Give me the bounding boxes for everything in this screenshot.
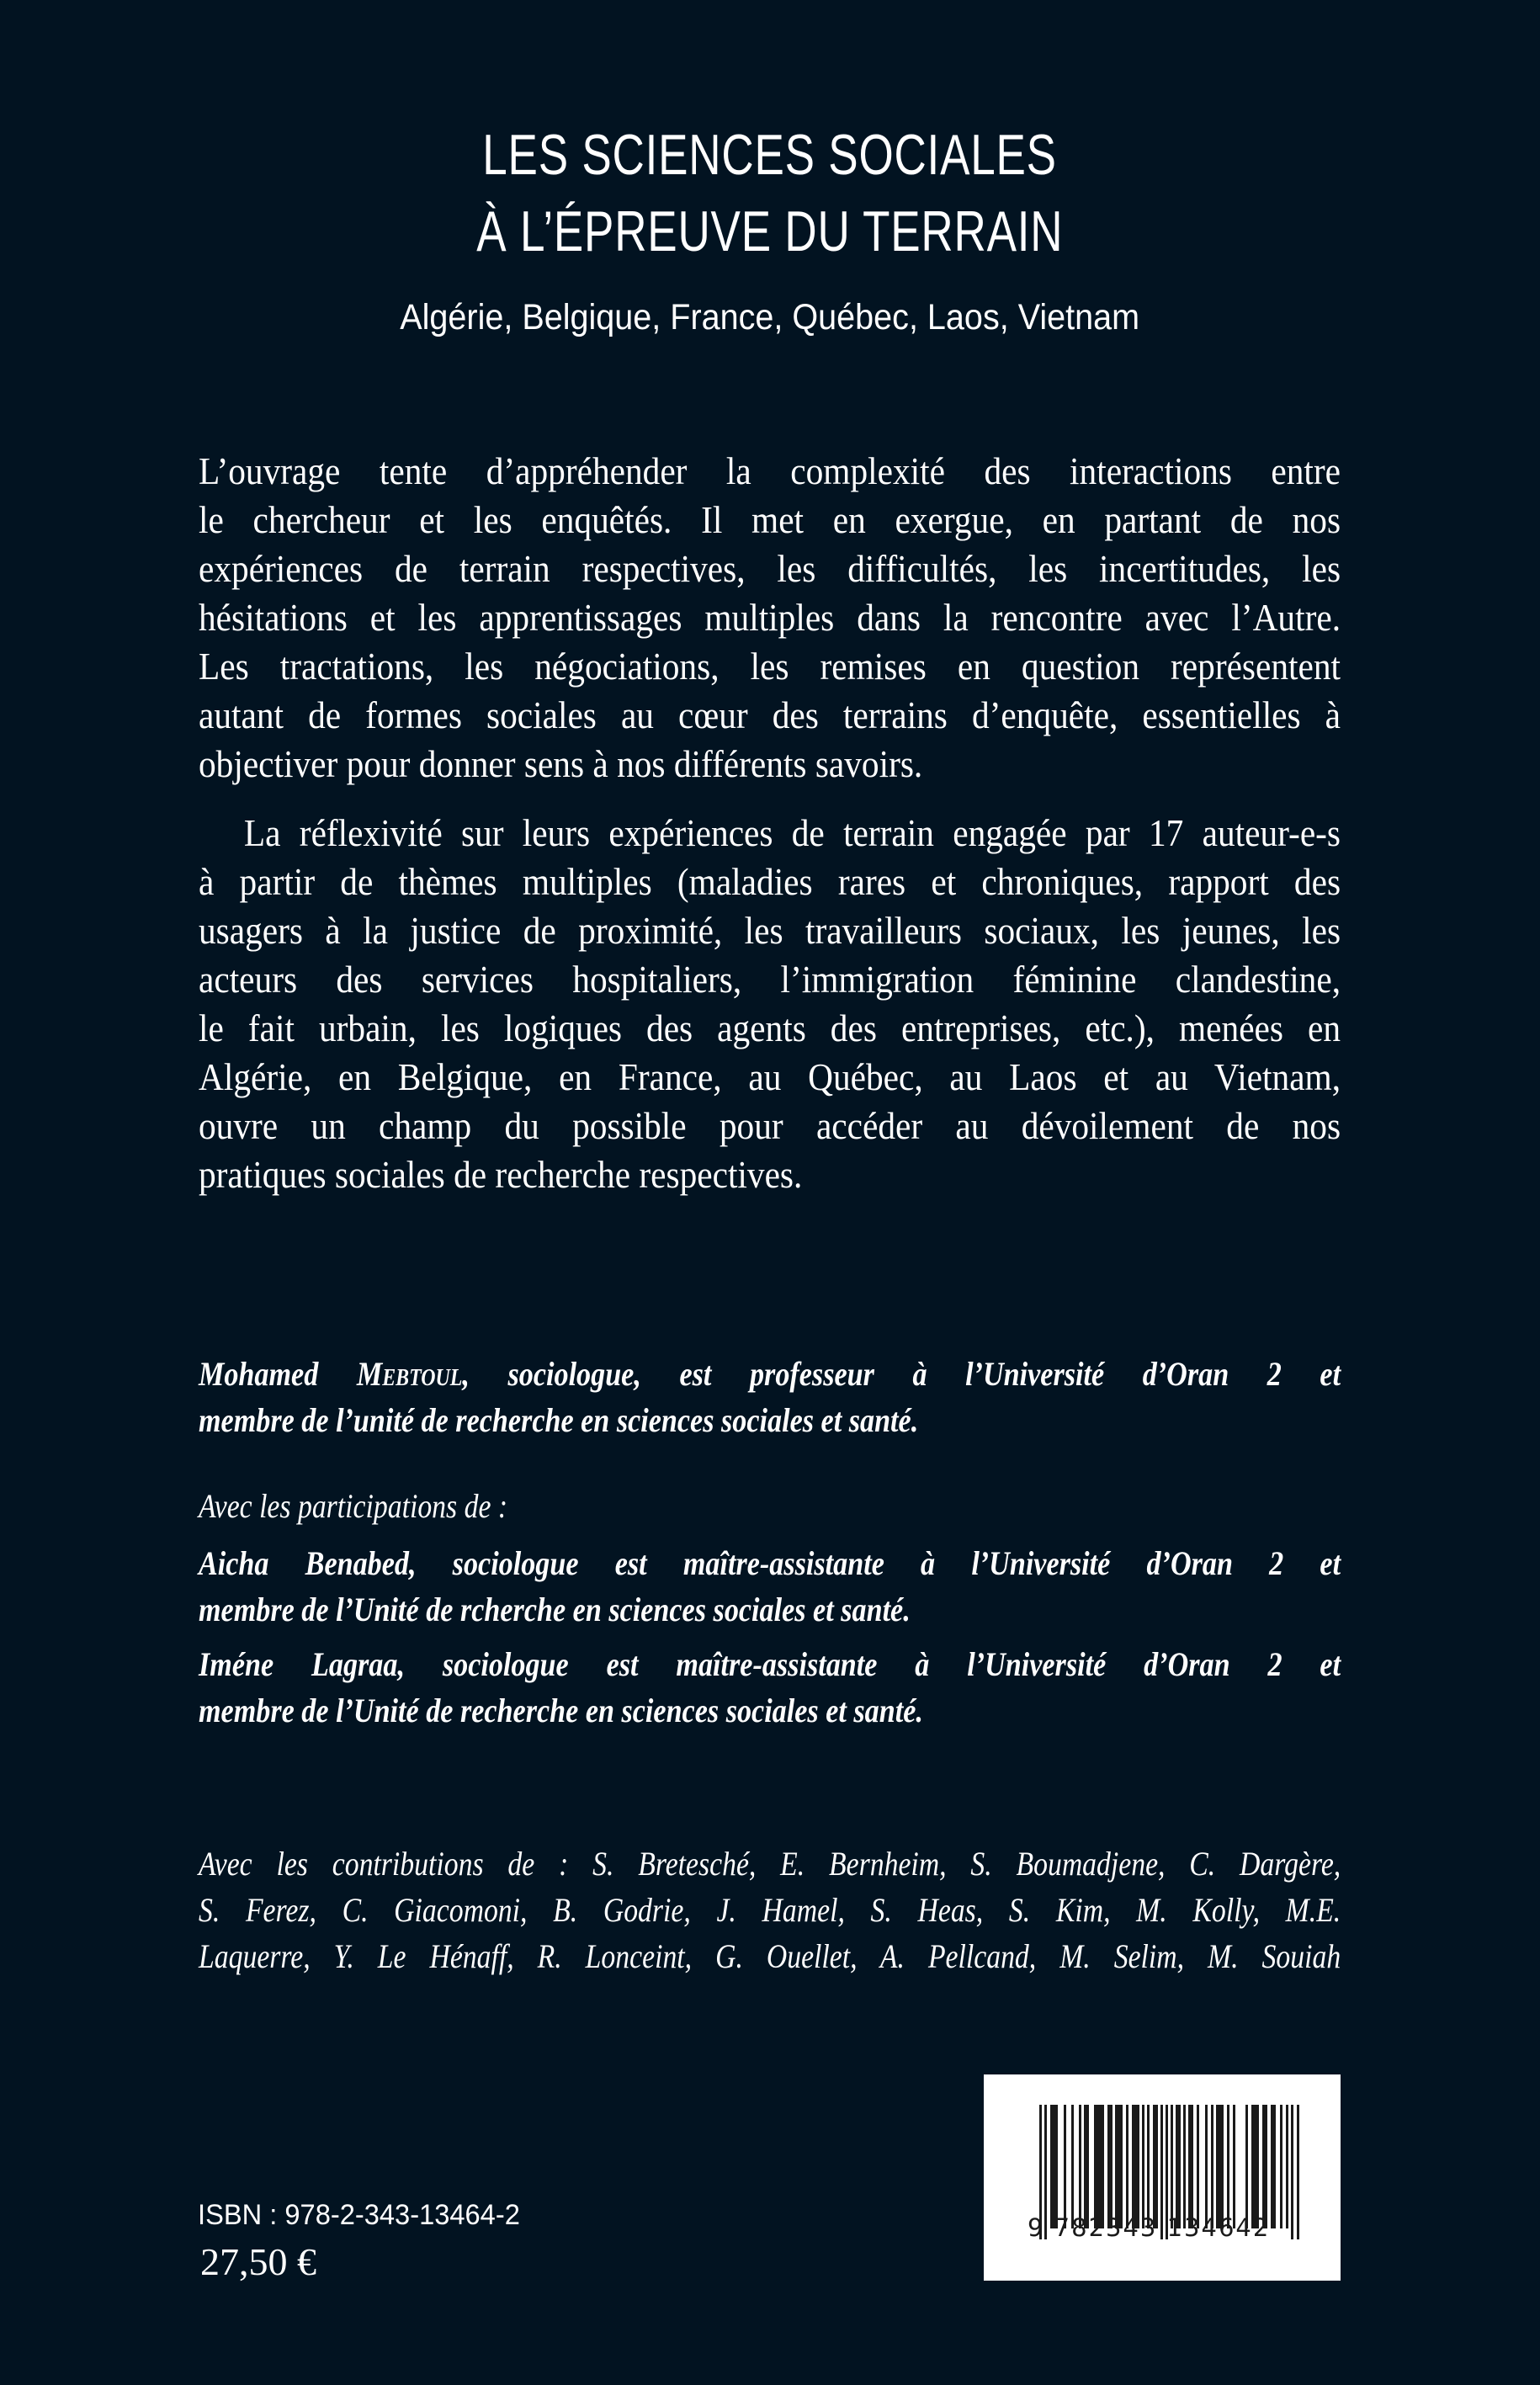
participant-bio-line [199, 1586, 1341, 1633]
book-title-line-2 [0, 199, 1540, 263]
blurb-line [199, 1102, 1341, 1150]
participant-bio-line-text: Iméne Lagraa, sociologue est maître-assistante à l’Université d’Oran 2 et [199, 1645, 1341, 1683]
author-bio-line [199, 1397, 1341, 1443]
participant-bio-line [199, 1540, 1341, 1586]
author-bio-line-text [199, 1351, 1341, 1397]
blurb-line-text: expériences de terrain respectives, les difficultés, les incertitudes, les [199, 547, 1341, 590]
author-bio-rest: , sociologue, est professeur à l’Université d’Oran 2 et [462, 1355, 1341, 1393]
contributions-line-text: Laquerre, Y. Le Hénaff, R. Lonceint, G. Ouellet, A. Pellcand, M. Selim, M. Souiah [199, 1937, 1341, 1975]
book-title-line-1 [0, 123, 1540, 187]
blurb-line-text: objectiver pour donner sens à nos différents savoirs. [199, 742, 923, 785]
blurb-line [199, 809, 1341, 858]
book-subtitle-text: Algérie, Belgique, France, Québec, Laos, Vietnam [400, 297, 1140, 337]
blurb-line [199, 955, 1341, 1004]
contributions-line-text: Avec les contributions de : S. Bretesché, E. Bernheim, S. Boumadjene, C. Dargère, [199, 1845, 1341, 1883]
blurb-line-text: usagers à la justice de proximité, les travailleurs sociaux, les jeunes, les [199, 909, 1341, 952]
blurb-line [199, 496, 1341, 544]
book-title-text-1: LES SCIENCES SOCIALES [482, 123, 1058, 187]
blurb-line [199, 544, 1341, 593]
book-title-text-2: À L’ÉPREUVE DU TERRAIN [476, 199, 1064, 263]
blurb-line [199, 1004, 1341, 1053]
participant-bio-line-text: Aicha Benabed, sociologue est maître-assistante à l’Université d’Oran 2 et [199, 1544, 1341, 1582]
book-subtitle [0, 296, 1540, 338]
participant-bio-line-text: membre de l’Unité de recherche en sciences sociales et santé. [199, 1692, 923, 1729]
participations-label [199, 1483, 1341, 1529]
blurb-line [199, 1150, 1341, 1199]
blurb-line-text: Les tractations, les négociations, les remises en question représentent [199, 645, 1341, 688]
author-bio-line-text: membre de l’unité de recherche en sciences sociales et santé. [199, 1401, 919, 1439]
ean13-barcode-icon [984, 2074, 1341, 2281]
blurb-line-text: L’ouvrage tente d’appréhender la complexité des interactions entre [199, 449, 1341, 492]
contributions-line [199, 1933, 1341, 1979]
blurb-line [199, 642, 1341, 691]
blurb-line [199, 858, 1341, 906]
contributions-line [199, 1887, 1341, 1933]
blurb-line-text: le chercheur et les enquêtés. Il met en exergue, en partant de nos [199, 498, 1341, 541]
blurb-line-text: à partir de thèmes multiples (maladies rares et chroniques, rapport des [199, 860, 1341, 903]
price-label: 27,50 € [200, 2240, 316, 2283]
blurb-line [199, 691, 1341, 740]
blurb-line [199, 740, 1341, 789]
blurb-line-text: le fait urbain, les logiques des agents des entreprises, etc.), menées en [199, 1007, 1341, 1049]
participations-label-text: Avec les participations de : [199, 1487, 508, 1525]
blurb-line-text: pratiques sociales de recherche respectives. [199, 1153, 803, 1196]
blurb-line-text: acteurs des services hospitaliers, l’immigration féminine clandestine, [199, 958, 1341, 1001]
isbn-label [198, 2198, 534, 2232]
blurb-line [199, 447, 1341, 496]
blurb-line [199, 906, 1341, 955]
participant-bio-line-text: membre de l’Unité de rcherche en sciences sociales et santé. [199, 1591, 911, 1628]
blurb-line-text: Algérie, en Belgique, en France, au Québec, au Laos et au Vietnam, [199, 1055, 1341, 1098]
blurb-line-text: hésitations et les apprentissages multiples dans la rencontre avec l’Autre. [199, 596, 1341, 639]
blurb-line-text: autant de formes sociales au cœur des terrains d’enquête, essentielles à [199, 693, 1341, 736]
contributions-line [199, 1841, 1341, 1887]
author-first-name: Mohamed [199, 1355, 319, 1393]
barcode-digits: 9 782343 134642 [1028, 2213, 1271, 2242]
blurb-line-text: ouvre un champ du possible pour accéder au dévoilement de nos [199, 1104, 1341, 1147]
contributions-line-text: S. Ferez, C. Giacomoni, B. Godrie, J. Hamel, S. Heas, S. Kim, M. Kolly, M.E. [199, 1891, 1341, 1929]
blurb-line [199, 1053, 1341, 1102]
barcode [984, 2074, 1341, 2281]
blurb-line [199, 593, 1341, 642]
author-last-name: Mebtoul [356, 1355, 463, 1393]
blurb-line-text: La réflexivité sur leurs expériences de terrain engagée par 17 auteur-e-s [243, 811, 1341, 854]
isbn-text: ISBN : 978-2-343-13464-2 [198, 2199, 520, 2231]
participant-bio-line [199, 1687, 1341, 1734]
author-bio-line [199, 1351, 1341, 1397]
participant-bio-line [199, 1641, 1341, 1687]
